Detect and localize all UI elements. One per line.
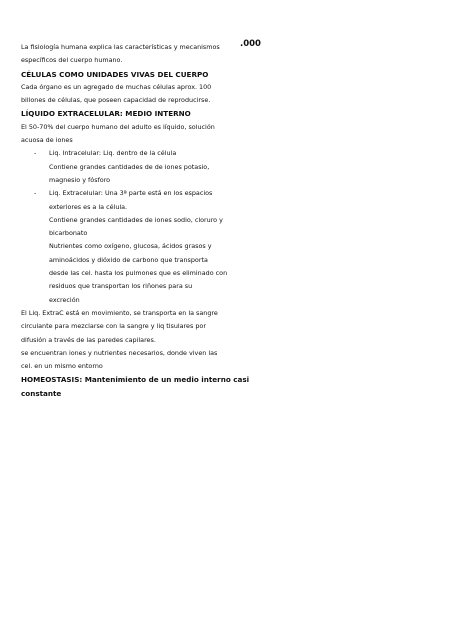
movimiento-line-1: El Liq. ExtraC está en movimiento, se transporta en la sangre — [21, 308, 218, 317]
liquido-line-2: acuosa de iones — [21, 136, 73, 145]
entorno-line-2: cel. en un mismo entorno — [21, 362, 103, 371]
heading-homeostasis-1: HOMEOSTASIS: Mantenimiento de un medio interno casi — [21, 375, 250, 385]
liquido-line-1: El 50-70% del cuerpo humano del adulto es líquido, solución — [21, 122, 215, 131]
extracelular-line-5: Nutrientes como oxígeno, glucosa, ácidos grasos y — [49, 242, 212, 251]
bullet-dash: - — [34, 189, 37, 198]
bullet-extracelular-text: Liq. Extracelular: Una 3ª parte está en los espacios — [49, 189, 213, 198]
extracelular-line-9: excreción — [49, 295, 80, 304]
intro-line-1: La fisiología humana explica las características y mecanismos — [21, 43, 220, 51]
movimiento-line-2: circulante para mezclarse con la sangre y liq tisulares por — [21, 322, 206, 331]
entorno-line-1: se encuentran iones y nutrientes necesarios, donde viven las — [21, 348, 218, 357]
extracelular-line-7: desde las cel. hasta los pulmones que es eliminado con — [49, 269, 228, 278]
margin-note: .000 — [240, 39, 261, 49]
bullet-extracelular — [21, 187, 226, 200]
extracelular-line-8: residuos que transportan los riñones para su — [49, 282, 193, 291]
extracelular-line-4: bicarbonato — [49, 229, 88, 238]
heading-homeostasis-2: constante — [21, 388, 62, 398]
extracelular-line-2: exteriores es a la célula. — [49, 202, 128, 211]
movimiento-line-3: difusión a través de las paredes capilares. — [21, 335, 156, 344]
extracelular-line-6: aminoácidos y dióxido de carbono que transporta — [49, 255, 208, 264]
intracelular-line-3: magnesio y fósforo — [49, 175, 111, 184]
bullet-intracelular — [21, 147, 226, 160]
celulas-line-1: Cada órgano es un agregado de muchas células aprox. 100 — [21, 82, 212, 91]
heading-liquido-extracelular: LÍQUIDO EXTRACELULAR: MEDIO INTERNO — [21, 109, 191, 119]
intracelular-line-2: Contiene grandes cantidades de de iones potasio, — [49, 162, 210, 171]
heading-celulas: CÉLULAS COMO UNIDADES VIVAS DEL CUERPO — [21, 69, 209, 79]
bullet-intracelular-text: Liq. Intracelular: Liq. dentro de la célula — [49, 149, 177, 158]
bullet-dash: - — [34, 149, 37, 158]
intro-line-2: específicos del cuerpo humano. — [21, 56, 123, 65]
celulas-line-2: billones de células, que poseen capacidad de reproducirse. — [21, 96, 211, 105]
document-body — [21, 41, 250, 400]
extracelular-line-3: Contiene grandes cantidades de iones sodio, cloruro y — [49, 215, 223, 224]
